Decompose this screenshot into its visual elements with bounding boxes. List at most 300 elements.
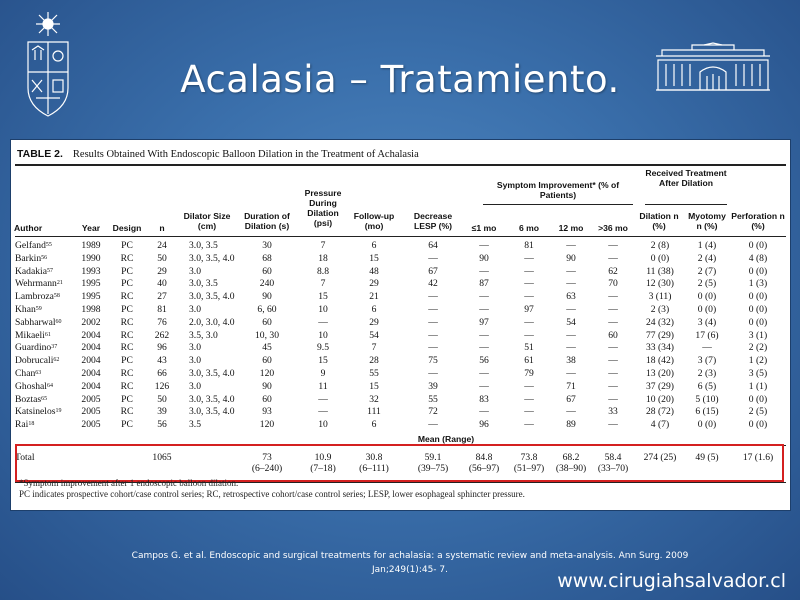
cell-m6: —	[524, 252, 534, 264]
reference-number: 63	[35, 370, 42, 376]
cell-myotomy: 0 (0)	[697, 419, 717, 431]
header-pressure: Pressure During Dilation (psi)	[304, 188, 342, 228]
total-lesp-range: (39–75)	[417, 463, 449, 474]
cell-n: 56	[157, 419, 167, 431]
cell-dilator: 3.5	[189, 419, 201, 431]
cell-m6: —	[524, 406, 534, 418]
table-caption-text: Results Obtained With Endoscopic Balloon Dilation in the Treatment of Achalasia	[72, 149, 419, 160]
header-lesp: Decrease LESP (%)	[413, 211, 453, 231]
cell-m6: 79	[524, 368, 534, 379]
hospital-building-icon	[652, 42, 774, 94]
cell-n: 50	[157, 252, 167, 264]
cell-dilator: 3.0	[189, 342, 201, 354]
cell-dilator: 3.0, 3.5, 4.0	[189, 393, 235, 405]
cell-n: 96	[157, 342, 167, 354]
cell-dilator: 2.0, 3.0, 4.0	[189, 316, 235, 328]
cell-myotomy: 2 (3)	[697, 368, 717, 379]
cell-m12: —	[566, 304, 576, 315]
author-name: Khan	[15, 304, 36, 315]
cell-author	[15, 317, 62, 328]
cell-dilator: 3.0, 3.5, 4.0	[189, 406, 235, 418]
cell-pressure: 11	[318, 380, 328, 392]
cell-lesp: —	[428, 329, 438, 341]
author-name: Gelfand	[15, 240, 46, 251]
slide-title: Acalasia – Tratamiento.	[180, 58, 620, 101]
cell-n: 27	[157, 291, 167, 303]
cell-duration: 68	[262, 252, 272, 264]
author-name: Guardino	[15, 342, 52, 354]
header-followup: Follow-up (mo)	[353, 211, 395, 231]
cell-duration: 45	[262, 342, 272, 354]
author-name: Mikaeli	[15, 329, 45, 341]
cell-perforation: 1 (2)	[748, 355, 768, 367]
cell-author	[15, 394, 47, 405]
cell-myotomy: 1 (4)	[697, 240, 717, 251]
treatment-group-header: Received Treatment After Dilation	[645, 168, 727, 188]
cell-year: 2004	[81, 380, 101, 392]
cell-dilation: 12 (30)	[646, 278, 674, 290]
cell-m36: —	[608, 304, 618, 315]
header-design: Design	[112, 223, 142, 233]
cell-design: RC	[120, 252, 134, 264]
header-author: Author	[14, 223, 43, 233]
cell-pressure: 7	[320, 278, 326, 290]
cell-followup: 7	[371, 342, 377, 354]
cell-dilator: 3.0, 3.5, 4.0	[189, 252, 235, 264]
cell-m1: 96	[479, 419, 489, 431]
author-name: Sabharwal	[15, 316, 56, 328]
cell-duration: 6, 60	[257, 304, 277, 315]
total-lesp: 59.1	[424, 452, 442, 463]
cell-year: 1998	[81, 304, 101, 315]
header-dilator: Dilator Size (cm)	[183, 211, 231, 231]
cell-n: 29	[157, 265, 167, 277]
cell-m36: —	[608, 240, 618, 251]
author-name: Boztas	[15, 393, 42, 405]
cell-duration: 10, 30	[255, 329, 279, 341]
cell-pressure: —	[318, 393, 328, 405]
cell-m6: —	[524, 393, 534, 405]
cell-m6: —	[524, 291, 534, 303]
cell-myotomy: 2 (5)	[697, 278, 717, 290]
cell-dilator: 3.0, 3.5	[189, 240, 218, 251]
author-name: Lambroza	[15, 291, 54, 303]
author-name: Dobrucali	[15, 355, 54, 367]
cell-dilation: 4 (7)	[650, 419, 670, 431]
cell-lesp: 64	[428, 240, 438, 251]
cell-followup: 29	[369, 278, 379, 290]
cell-duration: 240	[259, 278, 275, 290]
cell-dilator: 3.0, 3.5, 4.0	[189, 368, 235, 379]
author-name: Barkin	[15, 252, 42, 264]
total-6mo-range: (51–97)	[513, 463, 545, 474]
cell-perforation: 1 (1)	[748, 380, 768, 392]
reference-number: 57	[46, 267, 53, 274]
cell-author	[15, 291, 60, 302]
cell-lesp: 39	[428, 380, 438, 392]
reference-number: 55	[45, 242, 52, 248]
cell-n: 39	[157, 406, 167, 418]
total-36mo: 58.4	[604, 452, 622, 463]
cell-dilation: 11 (38)	[646, 265, 674, 277]
cell-m1: —	[479, 342, 489, 354]
cell-myotomy: —	[702, 342, 712, 354]
cell-design: PC	[121, 265, 133, 277]
cell-dilation: 18 (42)	[646, 355, 674, 367]
cell-m6: —	[524, 419, 534, 431]
cell-dilator: 3.0	[189, 380, 201, 392]
cell-perforation: 3 (1)	[748, 329, 768, 341]
header-myotomy: Myotomy n (%)	[688, 211, 726, 231]
cell-m1: —	[479, 265, 489, 277]
cell-m36: —	[608, 316, 618, 328]
cell-perforation: 0 (0)	[748, 393, 768, 405]
cell-pressure: 7	[320, 240, 326, 251]
cell-m36: 60	[608, 329, 618, 341]
cell-m12: —	[566, 278, 576, 290]
cell-followup: 21	[369, 291, 379, 303]
cell-dilation: 77 (29)	[646, 329, 674, 341]
cell-m1: 90	[479, 252, 489, 264]
cell-pressure: 15	[318, 355, 328, 367]
cell-perforation: 0 (0)	[748, 304, 768, 315]
author-name: Kadakia	[15, 265, 47, 277]
cell-m12: 90	[566, 252, 576, 264]
cell-n: 24	[157, 240, 167, 251]
cell-lesp: 75	[428, 355, 438, 367]
cell-n: 43	[157, 355, 167, 367]
cell-perforation: 2 (2)	[748, 342, 768, 354]
cell-duration: 60	[262, 265, 272, 277]
total-row-highlight	[15, 444, 784, 482]
reference-number: 58	[53, 293, 60, 300]
cell-year: 2005	[81, 419, 101, 431]
cell-m36: —	[608, 393, 618, 405]
treatment-group-rule	[645, 204, 727, 205]
cell-m6: 97	[524, 304, 534, 315]
cell-dilator: 3.0	[189, 355, 201, 367]
cell-dilator: 3.0, 3.5	[189, 278, 218, 290]
cell-m1: —	[479, 329, 489, 341]
total-36mo-range: (33–70)	[597, 463, 629, 474]
cell-followup: 29	[369, 316, 379, 328]
cell-followup: 28	[369, 355, 379, 367]
cell-year: 2004	[81, 355, 101, 367]
cell-m36: —	[608, 380, 618, 392]
cell-design: PC	[121, 278, 133, 290]
cell-design: PC	[121, 419, 133, 431]
cell-m36: —	[608, 252, 618, 264]
cell-perforation: 3 (5)	[748, 368, 768, 379]
total-dilation: 274 (25)	[643, 452, 677, 463]
cell-author	[15, 406, 62, 417]
cell-followup: 6	[371, 419, 377, 431]
cell-pressure: 10	[318, 329, 328, 341]
cell-m1: —	[479, 304, 489, 315]
cell-perforation: 2 (5)	[748, 406, 768, 418]
cell-design: RC	[120, 368, 134, 379]
cell-author	[15, 419, 34, 430]
cell-year: 2004	[81, 368, 101, 379]
cell-design: PC	[121, 240, 133, 251]
symptom-group-rule	[483, 204, 633, 205]
cell-lesp: 72	[428, 406, 438, 418]
cell-myotomy: 5 (10)	[695, 393, 719, 405]
cell-design: RC	[120, 329, 134, 341]
cell-lesp: —	[428, 342, 438, 354]
cell-design: PC	[121, 304, 133, 315]
cell-dilation: 2 (3)	[650, 304, 670, 315]
cell-author	[15, 253, 47, 264]
footnote-symptom: *Symptom improvement after 1 endoscopic balloon dilation.	[19, 478, 239, 488]
cell-followup: 48	[369, 265, 379, 277]
header-bottom-rule	[15, 236, 786, 237]
cell-myotomy: 3 (4)	[697, 316, 717, 328]
cell-m6: —	[524, 265, 534, 277]
cell-m36: 33	[608, 406, 618, 418]
cell-pressure: 15	[318, 291, 328, 303]
cell-dilator: 3.0	[189, 304, 201, 315]
cell-myotomy: 2 (4)	[697, 252, 717, 264]
cell-lesp: —	[428, 304, 438, 315]
total-label: Total	[15, 452, 35, 463]
cell-m36: —	[608, 355, 618, 367]
cell-m12: 54	[566, 316, 576, 328]
table-caption	[17, 148, 419, 160]
cell-year: 2002	[81, 316, 101, 328]
cell-m36: —	[608, 368, 618, 379]
cell-m1: —	[479, 406, 489, 418]
header-n: n	[159, 223, 165, 233]
author-name: Rai	[15, 419, 29, 431]
cell-perforation: 0 (0)	[748, 265, 768, 277]
cell-m36: —	[608, 291, 618, 303]
reference-number: 60	[55, 318, 62, 325]
cell-m36: —	[608, 419, 618, 431]
cell-m1: 97	[479, 316, 489, 328]
cell-year: 2005	[81, 393, 101, 405]
cell-myotomy: 6 (5)	[697, 380, 717, 392]
cell-author	[15, 278, 63, 289]
header-dilation: Dilation n (%)	[639, 211, 679, 231]
cell-pressure: 18	[318, 252, 328, 264]
cell-year: 1995	[81, 278, 101, 290]
total-6mo: 73.8	[520, 452, 538, 463]
cell-myotomy: 6 (15)	[695, 406, 719, 418]
total-12mo: 68.2	[562, 452, 580, 463]
cell-perforation: 0 (0)	[748, 240, 768, 251]
cell-duration: 60	[262, 393, 272, 405]
cell-n: 126	[154, 380, 170, 392]
cell-followup: 111	[367, 406, 381, 418]
cell-year: 2004	[81, 329, 101, 341]
cell-author	[15, 304, 42, 315]
total-followup-range: (6–111)	[359, 463, 389, 474]
cell-followup: 54	[369, 329, 379, 341]
cell-m1: 83	[479, 393, 489, 405]
cell-m12: 89	[566, 419, 576, 431]
reference-number: 64	[46, 382, 53, 389]
cell-year: 2004	[81, 342, 101, 354]
cell-m6: 81	[524, 240, 534, 251]
cell-m12: —	[566, 329, 576, 341]
cell-m1: —	[479, 240, 489, 251]
author-name: Wehrmann	[15, 278, 57, 290]
header-12mo: 12 mo	[558, 223, 584, 233]
cell-followup: 6	[371, 240, 377, 251]
cell-lesp: 67	[428, 265, 438, 277]
reference-number: 37	[51, 344, 58, 351]
cell-myotomy: 2 (7)	[697, 265, 717, 277]
cell-duration: 90	[262, 380, 272, 392]
total-perforation: 17 (1.6)	[742, 452, 774, 463]
cell-dilation: 2 (8)	[650, 240, 670, 251]
cell-lesp: 42	[428, 278, 438, 290]
cell-year: 1989	[81, 240, 101, 251]
cell-m12: 63	[566, 291, 576, 303]
results-table-image	[10, 139, 791, 511]
cell-year: 2005	[81, 406, 101, 418]
cell-duration: 120	[259, 368, 275, 379]
cell-dilation: 13 (20)	[646, 368, 674, 379]
cell-duration: 60	[262, 316, 272, 328]
author-name: Chan	[15, 368, 36, 379]
total-n: 1065	[152, 452, 172, 463]
cell-duration: 30	[262, 240, 272, 251]
cell-duration: 120	[259, 419, 275, 431]
total-12mo-range: (38–90)	[555, 463, 587, 474]
cell-m12: —	[566, 406, 576, 418]
cell-perforation: 0 (0)	[748, 291, 768, 303]
cell-year: 1990	[81, 252, 101, 264]
cell-followup: 6	[371, 304, 377, 315]
cell-design: RC	[120, 406, 134, 418]
cell-m1: 87	[479, 278, 489, 290]
cell-author	[15, 266, 53, 277]
cell-duration: 60	[262, 355, 272, 367]
cell-m12: —	[566, 342, 576, 354]
cell-n: 66	[157, 368, 167, 379]
cell-pressure: —	[318, 316, 328, 328]
cell-perforation: 0 (0)	[748, 419, 768, 431]
reference-number: 21	[56, 280, 63, 287]
cell-m6: —	[524, 278, 534, 290]
table-label: TABLE 2.	[17, 148, 63, 160]
cell-pressure: —	[318, 406, 328, 418]
total-duration: 73	[262, 452, 272, 463]
cell-dilation: 10 (20)	[646, 393, 674, 405]
cell-m1: —	[479, 291, 489, 303]
header-6mo: 6 mo	[518, 223, 540, 233]
cell-perforation: 0 (0)	[748, 316, 768, 328]
cell-m1: —	[479, 380, 489, 392]
cell-dilation: 37 (29)	[646, 380, 674, 392]
cell-year: 1995	[81, 291, 101, 303]
cell-followup: 15	[369, 252, 379, 264]
cell-m6: —	[524, 316, 534, 328]
cell-myotomy: 3 (7)	[697, 355, 717, 367]
cell-dilator: 3.0, 3.5, 4.0	[189, 291, 235, 303]
cell-m36: 62	[608, 265, 618, 277]
reference-number: 18	[28, 421, 35, 428]
cell-author	[15, 240, 52, 251]
reference-number: 59	[35, 306, 42, 312]
header-36mo: >36 mo	[598, 223, 628, 233]
cell-lesp: —	[428, 291, 438, 303]
header-year: Year	[81, 223, 101, 233]
cell-dilation: 24 (32)	[646, 316, 674, 328]
cell-m12: —	[566, 240, 576, 251]
cell-pressure: 10	[318, 419, 328, 431]
cell-dilation: 0 (0)	[650, 252, 670, 264]
cell-n: 262	[154, 329, 170, 341]
reference-number: 65	[41, 395, 48, 402]
cell-pressure: 9.5	[317, 342, 329, 354]
cell-duration: 93	[262, 406, 272, 418]
cell-design: RC	[120, 342, 134, 354]
cell-author	[15, 368, 41, 379]
cell-design: PC	[121, 355, 133, 367]
cell-author	[15, 381, 53, 392]
reference-citation: Campos G. et al. Endoscopic and surgical treatments for achalasia: a systematic review and meta-analysis. Ann Surg. 2009 Jan;249(1):45- 7.	[131, 551, 689, 575]
total-1mo: 84.8	[475, 452, 493, 463]
cell-lesp: —	[428, 368, 438, 379]
cell-m1: 56	[479, 355, 489, 367]
cell-m36: 70	[608, 278, 618, 290]
cell-dilator: 3.5, 3.0	[189, 329, 218, 341]
reference-number: 62	[53, 357, 60, 364]
header-1mo: ≤1 mo	[471, 223, 497, 233]
cell-dilation: 33 (34)	[646, 342, 674, 354]
cell-n: 40	[157, 278, 167, 290]
cell-m6: 51	[524, 342, 534, 354]
cell-design: RC	[120, 380, 134, 392]
website-url: www.cirugiahsalvador.cl	[557, 570, 786, 592]
cell-dilation: 28 (72)	[646, 406, 674, 418]
cell-dilator: 3.0	[189, 265, 201, 277]
cell-author	[15, 355, 59, 366]
author-name: Katsinelos	[15, 406, 56, 418]
cell-followup: 32	[369, 393, 379, 405]
cell-m1: —	[479, 368, 489, 379]
cell-dilation: 3 (11)	[648, 291, 672, 303]
cell-lesp: —	[428, 419, 438, 431]
cell-m6: 61	[524, 355, 534, 367]
total-pressure-range: (7–18)	[310, 463, 336, 474]
cell-myotomy: 0 (0)	[697, 304, 717, 315]
cell-n: 81	[157, 304, 167, 315]
cell-perforation: 4 (8)	[748, 252, 768, 264]
total-pressure: 10.9	[314, 452, 332, 463]
reference-number: 19	[55, 408, 62, 415]
total-myotomy: 49 (5)	[695, 452, 719, 463]
cell-lesp: —	[428, 316, 438, 328]
cell-pressure: 9	[320, 368, 326, 379]
header-perforation: Perforation n (%)	[731, 211, 785, 231]
reference-number: 61	[44, 331, 51, 338]
reference-number: 56	[41, 254, 48, 261]
cell-m6: —	[524, 329, 534, 341]
cell-m12: —	[566, 265, 576, 277]
total-duration-range: (6–240)	[251, 463, 283, 474]
cell-followup: 15	[369, 380, 379, 392]
cell-m12: 67	[566, 393, 576, 405]
cell-m6: —	[524, 380, 534, 392]
total-followup: 30.8	[365, 452, 383, 463]
cell-year: 1993	[81, 265, 101, 277]
header-duration: Duration of Dilation (s)	[244, 211, 290, 231]
cell-author	[15, 342, 57, 353]
